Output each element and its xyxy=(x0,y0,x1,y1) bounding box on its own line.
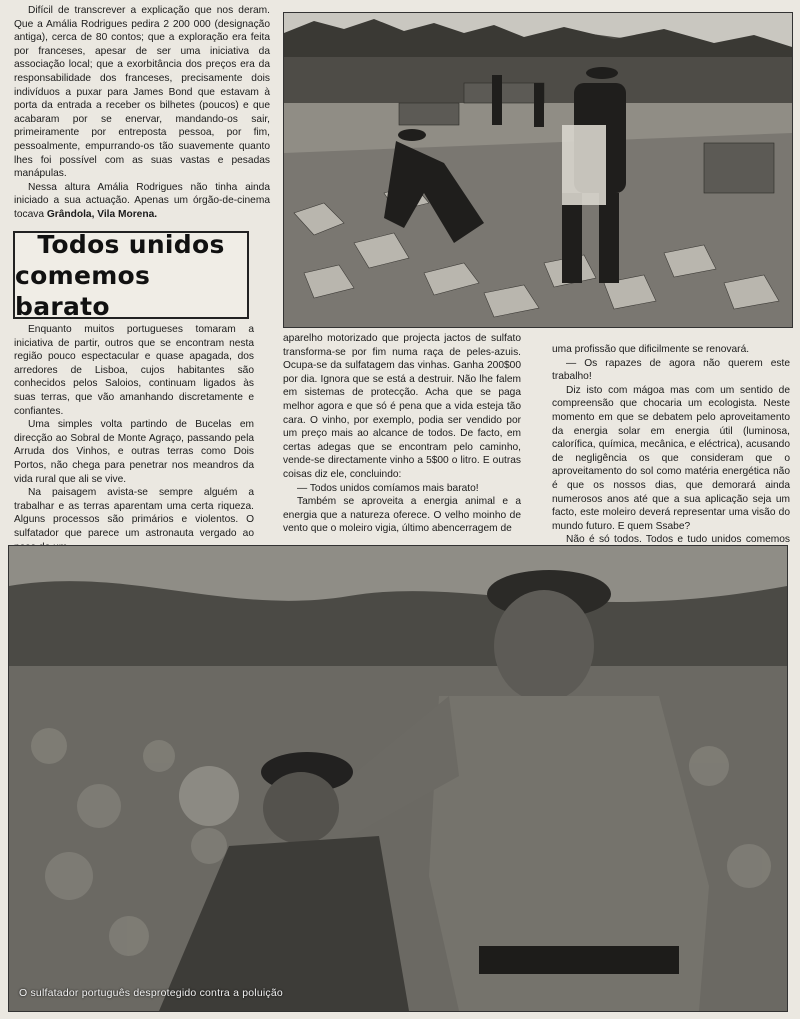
headline-line-1: Todos unidos xyxy=(37,229,225,259)
intro-paragraph-2: Nessa altura Amália Rodrigues não tinha ainda iniciado a sua actuação. Apenas um órgão-de-cinema tocava Grândola, Vila Morena. xyxy=(14,181,270,220)
col1-paragraph-2: Uma simples volta partindo de Bucelas em direcção ao Sobral de Monte Agraço, passando pela Arruda dos Vinhos, e outras terras como Dois Portos, não chega para penetrar nos meandros da vida rural que ali se vive. xyxy=(14,419,254,485)
col2-quote: — Todos unidos comíamos mais barato! xyxy=(297,482,479,494)
headline-line-2: comemos barato xyxy=(15,260,151,321)
article-column-1 xyxy=(14,323,254,554)
col3-paragraph-1: uma profissão que dificilmente se renovará. xyxy=(552,344,750,355)
quarry-photo-illustration xyxy=(284,13,792,327)
col3-paragraph-4: Não é só todos. Todos e tudo unidos comemos xyxy=(566,534,790,546)
headline-box xyxy=(13,231,249,319)
article-column-3 xyxy=(552,343,790,561)
article-column-2 xyxy=(283,332,521,536)
sprayer-photo-illustration xyxy=(9,546,787,1011)
intro-paragraph-1: Difícil de transcrever a explicação que nos deram. Que a Amália Rodrigues pedira 2 200 000 (designação antiga), cerca de 80 contos; que a exploração era feita por franceses, apesar de ser uma iniciativa da associação local; que a exorbitância dos preços era da responsabilidade dos franceses, precisamente dois indivíduos a puxar para James Bond que estavam à porta da entrada a receber os bilhetes (poucos) e que acabaram por se enervar, mandando-os sair, primeiramente por entreposta pessoa, por fim, pessoalmente, empurrando-os tão suavemente quanto lhes foi possível com as suas vastas e pesadas manápulas. xyxy=(14,5,270,180)
photo-caption: O sulfatador português desprotegido contra a poluição xyxy=(19,987,283,999)
col1-paragraph-1: Enquanto muitos portugueses tomaram a iniciativa de partir, outros que se encontram nesta região pouco espectacular e quase apagada, dos arredores de Lisboa, cujos habitantes são conhecidos pelos Saloios, continuam ligados às suas terras, que vão amanhando discretamente e confiantes. xyxy=(14,324,254,417)
col3-paragraph-3: Diz isto com mágoa mas com um sentido de compreensão que chocaria um ecologista. Neste momento em que se debatem pelo aproveitamento da energia solar em energia útil (luminosa, calorífica, química, mecânica, e eléctrica), acusando de negligência os que consideram que o aproveitamento do sol como matéria energética não é que os nossos dias, que demorará ainda numerosos anos até que a sua aplicação seja um facto, este moleiro deverá representar uma visão do mundo futuro. E quem Ssabe? xyxy=(552,384,790,532)
sprayer-photo xyxy=(8,545,788,1012)
quarry-photo xyxy=(283,12,793,328)
song-title: Grândola, Vila Morena. xyxy=(46,208,158,220)
col2-paragraph-1: aparelho motorizado que projecta jactos de sulfato transforma-se por fim numa raça de peles-azuis. Ocupa-se da sulfatagem das vinhas. Ganha 200$00 por dia. Ignora que se está a destruir. Não lhe falem em sistemas de protecção. Acha que se paga melhor agora e que só é pena que a vida esteja tão cara. O vinho, por exemplo, podia ser vendido por um preço mais ao alcance de todos. De facto, em certas adegas que se encontram pelo caminho, vende-se directamente vinho a 5$00 o litro. E outras coisas diz ele, concluindo: xyxy=(283,333,521,480)
col2-paragraph-3: Também se aproveita a energia animal e a energia que a natureza oferece. O velho moinho de vento que o moleiro vigia, último abencerragem de xyxy=(283,496,521,535)
col1-paragraph-3: Na paisagem avista-se sempre alguém a trabalhar e as terras aparentam uma certa riqueza. Alguns processos são primários e violentos. O sulfatador que parece um astronauta vergado ao xyxy=(14,487,254,539)
col3-quote: — Os rapazes de agora não querem este trabalho! xyxy=(552,357,790,383)
intro-text xyxy=(14,4,270,222)
